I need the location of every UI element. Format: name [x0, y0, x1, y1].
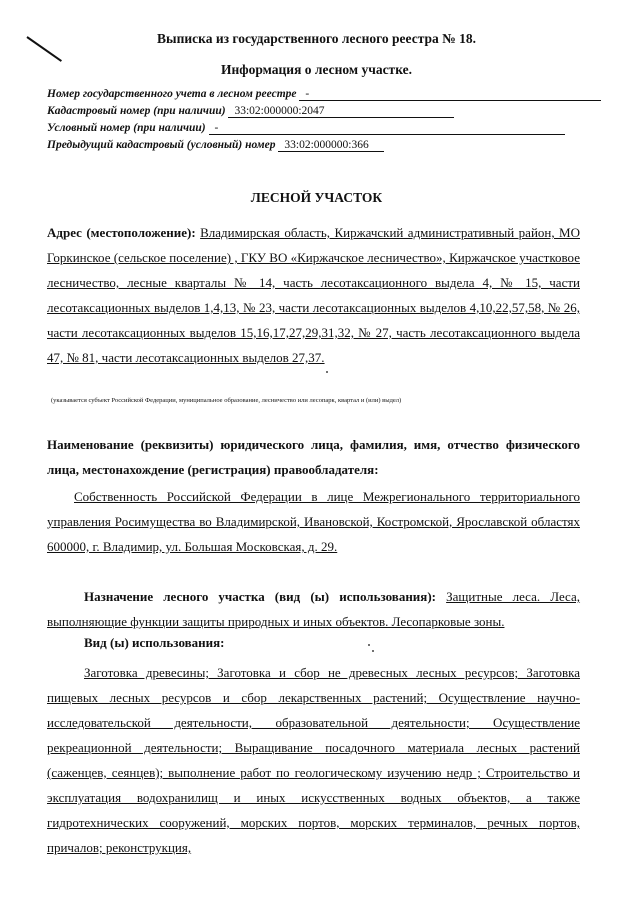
address-paragraph: [47, 220, 580, 370]
uses-text: Заготовка древесины; Заготовка и сбор не древесных лесных ресурсов; Заготовка пищевых лесных ресурсов и сбор лекарственных растений; Осуществление научно-исследовательской деятельности, образовательной деятельности; Осуществление рекреационной деятельности; Выращивание посадочного материала лесных растений (саженцев, сеянцев); выполнение работ по геологическому изучению недр ; Строительство и эксплуатация водохранилищ и иных искусственных водных объектов, а также гидротехнических сооружений, морских портов, морских терминалов, речных портов, причалов; реконструкция,: [47, 665, 580, 855]
scan-speck: [368, 644, 370, 646]
meta-label: Номер государственного учета в лесном реестре: [47, 88, 297, 100]
address-text: Владимирская область, Киржачский административный район, МО Горкинское (сельское поселение) , ГКУ ВО «Киржачское лесничество», Киржачское участковое лесничество, лесные кварталы № 14, часть лесотаксационного выдела 4, № 15, части лесотаксационных выделов 1,4,13, № 23, части лесотаксационных выделов 4,10,22,57,58, № 26, части лесотаксационных выделов 15,16,17,27,29,31,32, № 27, часть лесотаксационного выдела 47, № 81, части лесотаксационных выделов 27,37.: [47, 225, 580, 365]
meta-label: Предыдущий кадастровый (условный) номер: [47, 139, 276, 151]
purpose-paragraph: [47, 584, 580, 634]
meta-label: Кадастровый номер (при наличии): [47, 105, 226, 117]
owner-heading: Наименование (реквизиты) юридического лица, фамилия, имя, отчество физического лица, местонахождение (регистрация) правообладателя:: [47, 437, 580, 477]
meta-cadastral-number: [47, 105, 454, 118]
purpose-text: Защитные леса. Леса, выполняющие функции защиты природных и иных объектов. Лесопарковые зоны.: [47, 589, 581, 629]
owner-text: Собственность Российской Федерации в лице Межрегионального территориального управления Росимущества во Владимирской, Ивановской, Костромской, Ярославской областях 600000, г. Владимир, ул. Большая Московская, д. 29.: [47, 489, 580, 554]
section-title: ЛЕСНОЙ УЧАСТОК: [250, 190, 383, 205]
meta-value: 33:02:000000:366: [278, 139, 384, 152]
address-note: (указывается субъект Российской Федерации, муниципальное образование, лесничество или лесопарк, квартал и (или) выдел): [51, 397, 402, 404]
scan-speck: [326, 371, 328, 373]
uses-heading: Вид (ы) использования:: [84, 635, 225, 650]
meta-value: -: [209, 122, 565, 135]
meta-value: 33:02:000000:2047: [228, 105, 454, 118]
meta-conditional-number: [47, 122, 565, 135]
meta-label: Условный номер (при наличии): [47, 122, 206, 134]
purpose-label: Назначение лесного участка (вид (ы) использования):: [84, 589, 436, 604]
address-label: Адрес (местоположение):: [47, 225, 196, 240]
meta-registry-number: [47, 88, 601, 101]
meta-previous-number: [47, 139, 384, 152]
meta-value: -: [299, 88, 601, 101]
document-title: Выписка из государственного лесного реестра № 18.: [157, 31, 476, 46]
scan-speck: [372, 650, 374, 652]
document-subtitle: Информация о лесном участке.: [221, 62, 412, 77]
